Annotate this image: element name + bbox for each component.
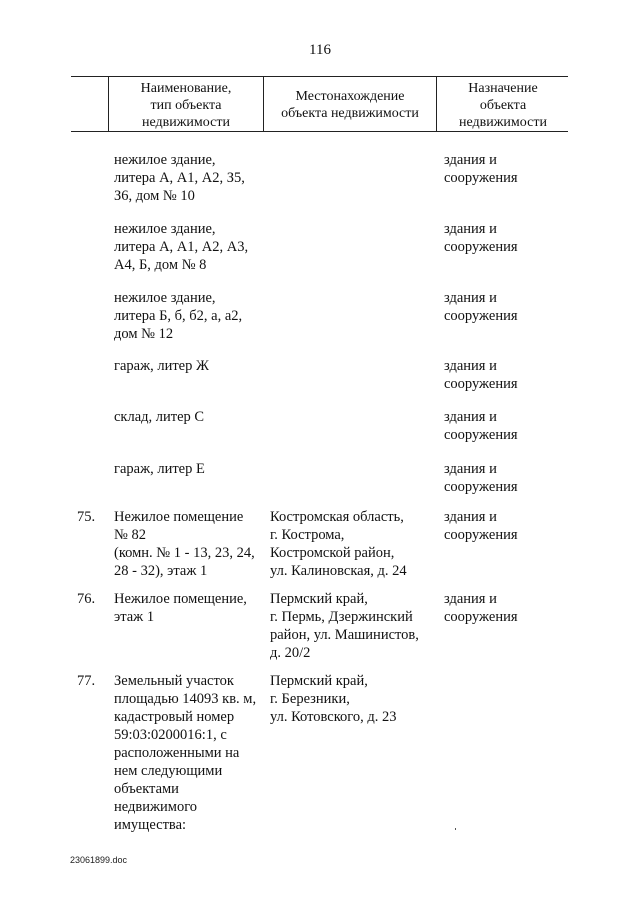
header-purpose: Назначение объекта недвижимости [459,81,547,130]
row-purpose: здания и сооружения [444,591,518,625]
table-header-divider-2 [263,76,264,131]
header-name-type: Наименование, тип объекта недвижимости [140,81,232,130]
row-name: Нежилое помещение, этаж 1 [114,591,247,625]
row-name: нежилое здание, литера А, А1, А2, А3, А4, Б, дом № 8 [114,221,249,273]
row-name: склад, литер С [114,409,205,425]
header-location: Местонахождение объекта недвижимости [281,89,419,121]
row-name: Земельный участок площадью 14093 кв. м, кадастровый номер 59:03:0200016:1, с расположенными на нем следующими объектами недвижимого имущества: [114,673,257,833]
table-header-bottom-rule [71,131,568,132]
table-header-divider-3 [436,76,437,131]
row-purpose: здания и сооружения [444,461,518,495]
row-location: Пермский край, г. Пермь, Дзержинский район, ул. Машинистов, д. 20/2 [270,591,419,661]
row-purpose: здания и сооружения [444,221,518,255]
row-purpose: здания и сооружения [444,358,518,392]
row-name: гараж, литер Е [114,461,205,477]
row-purpose: здания и сооружения [444,152,518,186]
row-location: Пермский край, г. Березники, ул. Котовского, д. 23 [270,673,397,725]
row-location: Костромская область, г. Кострома, Костромской район, ул. Калиновская, д. 24 [270,509,407,579]
row-purpose: здания и сооружения [444,290,518,324]
row-name: нежилое здание, литера Б, б, б2, а, а2, дом № 12 [114,290,243,342]
row-number: 76. [77,591,96,607]
row-number: 75. [77,509,96,525]
scan-speck [455,828,456,830]
row-purpose: здания и сооружения [444,409,518,443]
row-purpose: здания и сооружения [444,509,518,543]
row-number: 77. [77,673,96,689]
row-name: Нежилое помещение № 82 (комн. № 1 - 13, 23, 24, 28 - 32), этаж 1 [114,509,255,579]
page-number: 116 [309,42,331,58]
table-header-top-rule [71,76,568,77]
footer-filename: 23061899.doc [70,855,128,865]
table-header-divider-1 [108,76,109,131]
row-name: гараж, литер Ж [114,358,209,374]
row-name: нежилое здание, литера А, А1, А2, З5, З6, дом № 10 [114,152,245,204]
